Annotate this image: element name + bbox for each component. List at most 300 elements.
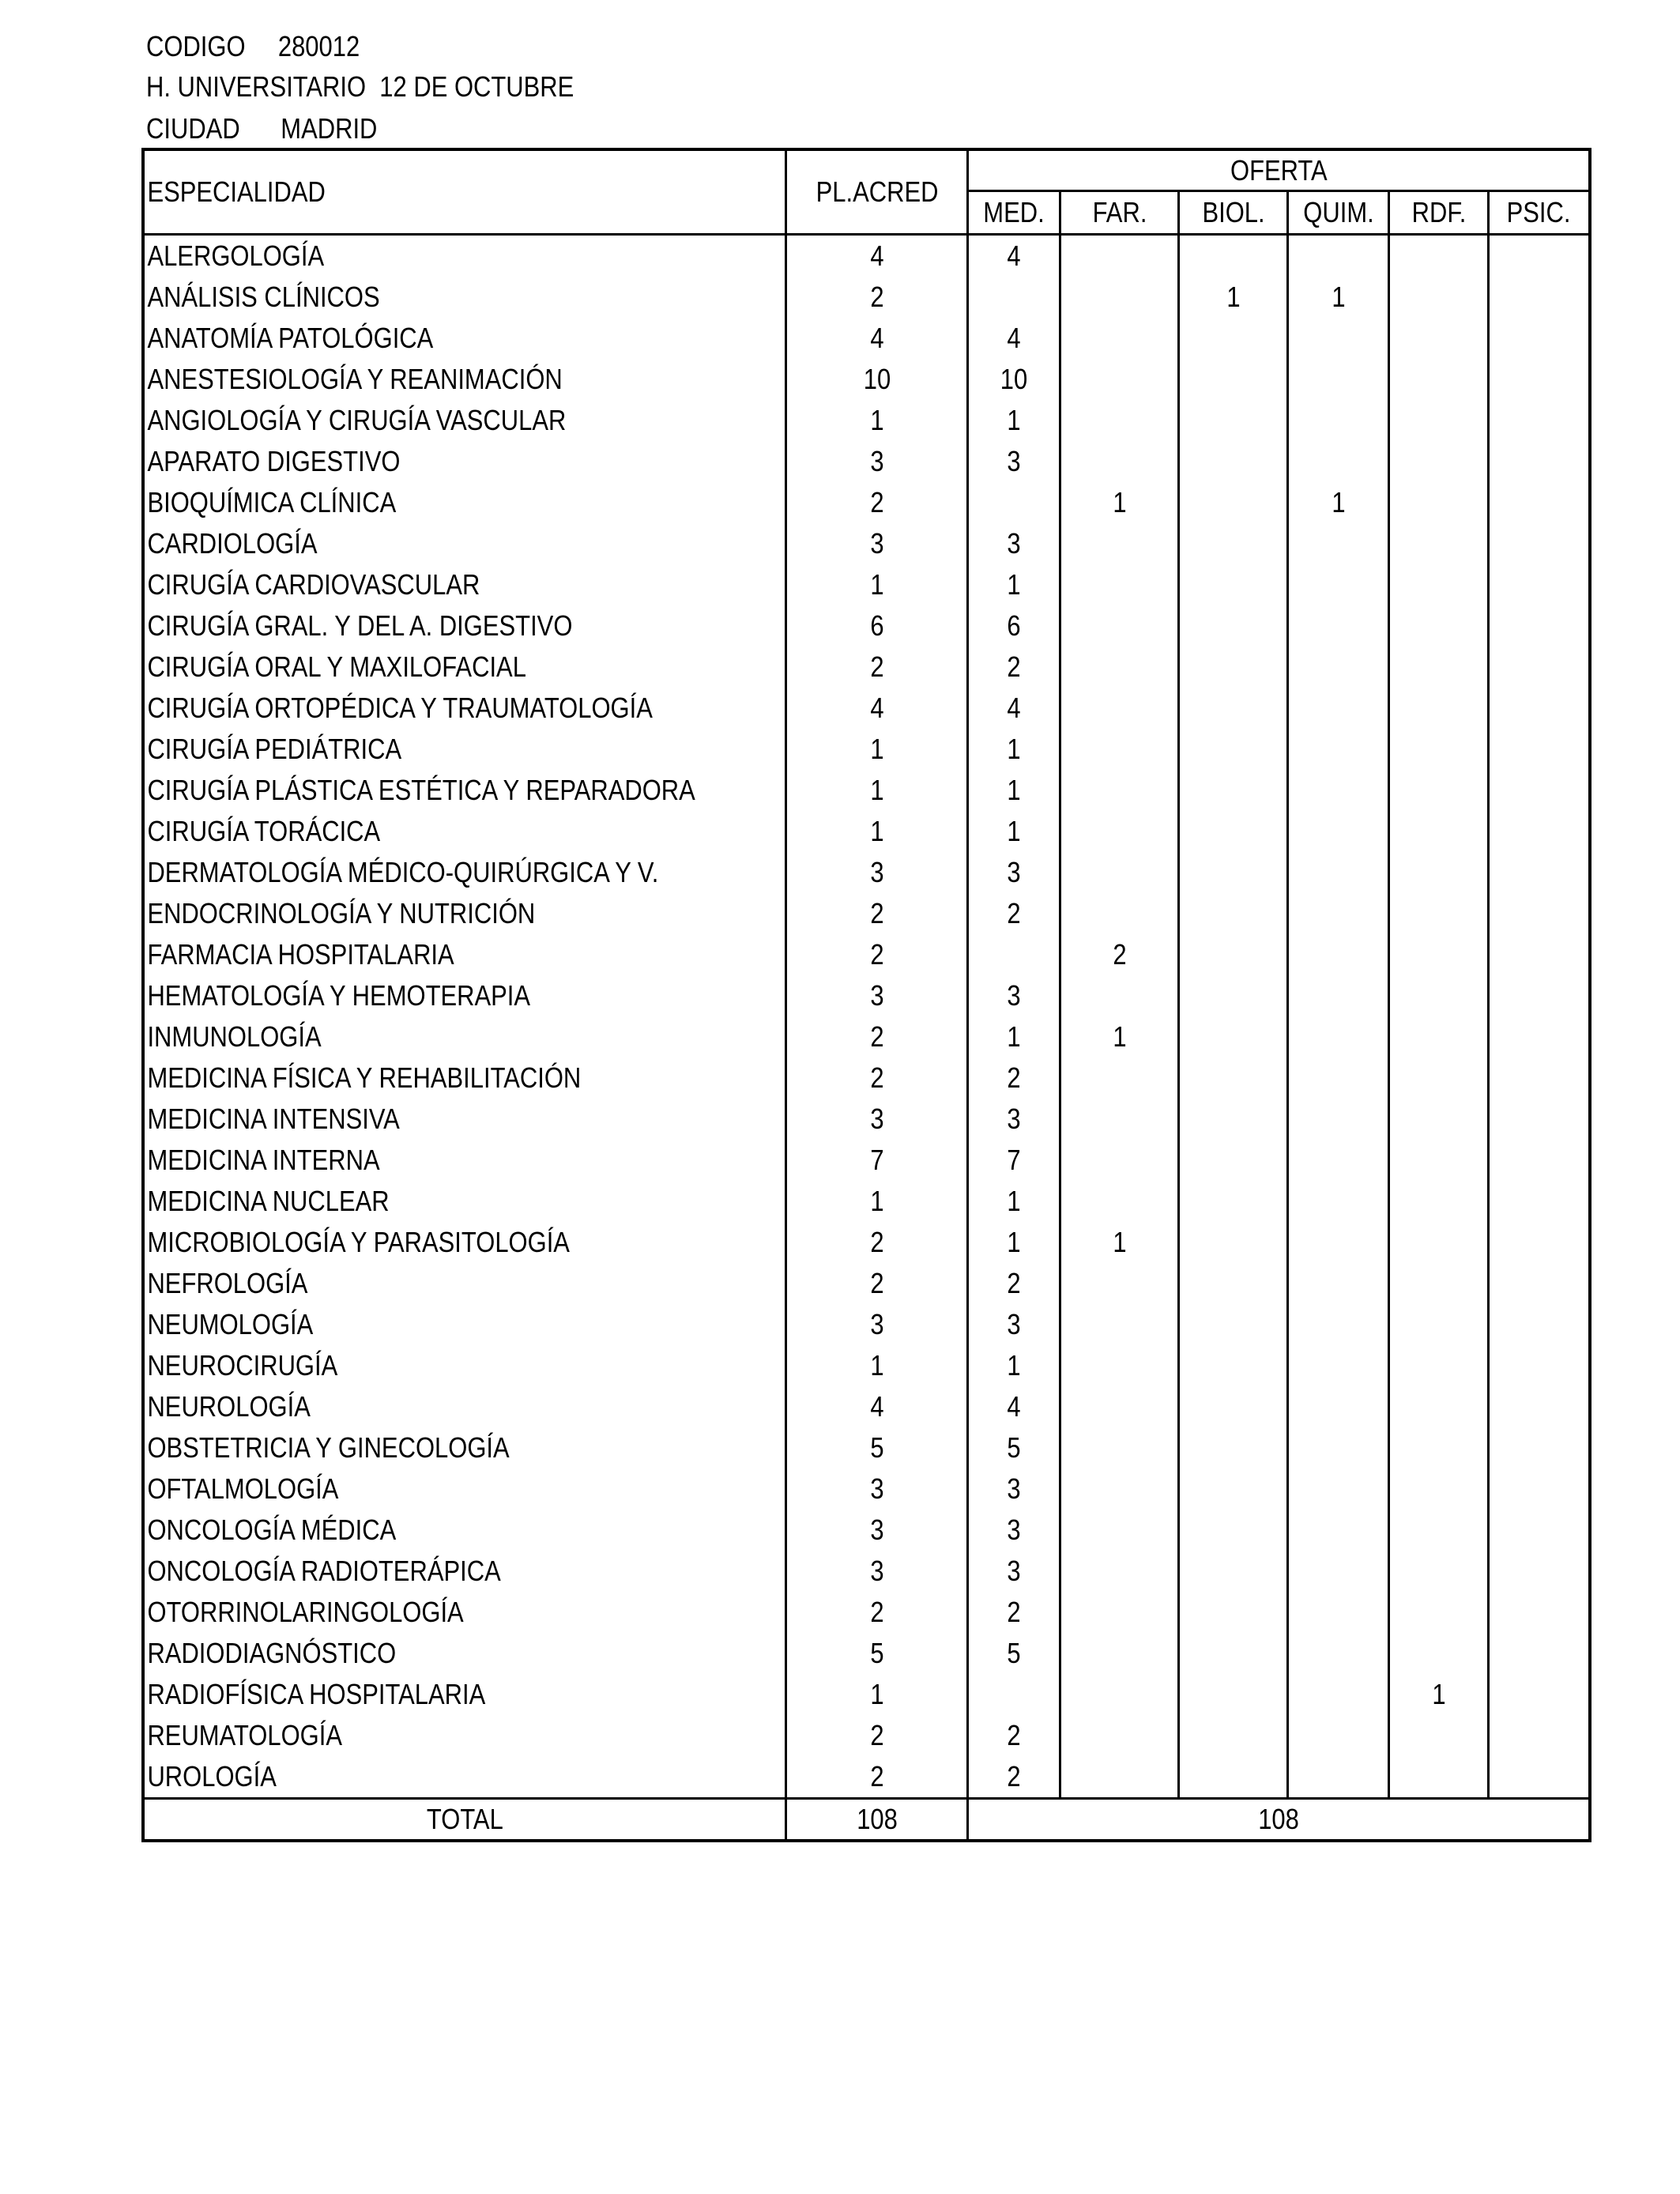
quim-cell — [1288, 1674, 1389, 1715]
biol-cell — [1179, 564, 1288, 605]
ciudad-value: MADRID — [281, 112, 378, 145]
rdf-cell — [1389, 1468, 1489, 1510]
quim-cell — [1288, 235, 1389, 277]
med-cell: 4 — [968, 235, 1060, 277]
psic-cell — [1489, 1345, 1590, 1386]
quim-cell — [1288, 1427, 1389, 1468]
especialidad-cell: CIRUGÍA ORAL Y MAXILOFACIAL — [143, 647, 786, 688]
header-med: MED. — [968, 191, 1060, 235]
biol-cell — [1179, 1016, 1288, 1057]
quim-cell — [1288, 1304, 1389, 1345]
table-row — [143, 359, 1590, 400]
quim-cell: 1 — [1288, 482, 1389, 523]
table-row — [143, 564, 1590, 605]
placred-cell: 10 — [786, 359, 968, 400]
far-cell — [1060, 277, 1179, 318]
table-row — [143, 1304, 1590, 1345]
quim-cell — [1288, 605, 1389, 647]
placred-cell: 2 — [786, 277, 968, 318]
plazas-table — [141, 148, 1591, 1842]
psic-cell — [1489, 605, 1590, 647]
especialidad-cell: ENDOCRINOLOGÍA Y NUTRICIÓN — [143, 893, 786, 934]
med-cell: 3 — [968, 975, 1060, 1016]
rdf-cell — [1389, 688, 1489, 729]
placred-cell: 1 — [786, 811, 968, 852]
rdf-cell — [1389, 647, 1489, 688]
quim-cell: 1 — [1288, 277, 1389, 318]
placred-cell: 4 — [786, 235, 968, 277]
psic-cell — [1489, 277, 1590, 318]
especialidad-cell: REUMATOLOGÍA — [143, 1715, 786, 1756]
med-cell: 7 — [968, 1140, 1060, 1181]
table-body — [143, 235, 1590, 1799]
far-cell — [1060, 1099, 1179, 1140]
rdf-cell — [1389, 359, 1489, 400]
especialidad-cell: MICROBIOLOGÍA Y PARASITOLOGÍA — [143, 1222, 786, 1263]
psic-cell — [1489, 852, 1590, 893]
far-cell — [1060, 235, 1179, 277]
especialidad-cell: ALERGOLOGÍA — [143, 235, 786, 277]
rdf-cell — [1389, 318, 1489, 359]
far-cell — [1060, 1468, 1179, 1510]
med-cell: 1 — [968, 400, 1060, 441]
med-cell: 2 — [968, 1592, 1060, 1633]
quim-cell — [1288, 770, 1389, 811]
med-cell: 10 — [968, 359, 1060, 400]
rdf-cell — [1389, 1140, 1489, 1181]
quim-cell — [1288, 1510, 1389, 1551]
especialidad-cell: FARMACIA HOSPITALARIA — [143, 934, 786, 975]
biol-cell: 1 — [1179, 277, 1288, 318]
med-cell: 4 — [968, 1386, 1060, 1427]
biol-cell — [1179, 647, 1288, 688]
total-oferta: 108 — [968, 1799, 1590, 1842]
far-cell — [1060, 893, 1179, 934]
far-cell — [1060, 688, 1179, 729]
especialidad-cell: NEUMOLOGÍA — [143, 1304, 786, 1345]
med-cell — [968, 934, 1060, 975]
rdf-cell: 1 — [1389, 1674, 1489, 1715]
biol-cell — [1179, 1551, 1288, 1592]
psic-cell — [1489, 1016, 1590, 1057]
quim-cell — [1288, 1016, 1389, 1057]
placred-cell: 4 — [786, 318, 968, 359]
total-placred: 108 — [786, 1799, 968, 1842]
rdf-cell — [1389, 729, 1489, 770]
table-row — [143, 1633, 1590, 1674]
med-cell: 2 — [968, 1057, 1060, 1099]
quim-cell — [1288, 564, 1389, 605]
rdf-cell — [1389, 1510, 1489, 1551]
psic-cell — [1489, 1386, 1590, 1427]
rdf-cell — [1389, 441, 1489, 482]
med-cell: 1 — [968, 1222, 1060, 1263]
especialidad-cell: CIRUGÍA PLÁSTICA ESTÉTICA Y REPARADORA — [143, 770, 786, 811]
psic-cell — [1489, 441, 1590, 482]
quim-cell — [1288, 1386, 1389, 1427]
far-cell — [1060, 523, 1179, 564]
far-cell — [1060, 1057, 1179, 1099]
psic-cell — [1489, 1222, 1590, 1263]
placred-cell: 2 — [786, 1222, 968, 1263]
med-cell: 2 — [968, 1263, 1060, 1304]
especialidad-cell: CIRUGÍA ORTOPÉDICA Y TRAUMATOLOGÍA — [143, 688, 786, 729]
far-cell — [1060, 852, 1179, 893]
placred-cell: 5 — [786, 1427, 968, 1468]
quim-cell — [1288, 1592, 1389, 1633]
placred-cell: 3 — [786, 1468, 968, 1510]
biol-cell — [1179, 1468, 1288, 1510]
table-row — [143, 1140, 1590, 1181]
table-row — [143, 893, 1590, 934]
med-cell: 3 — [968, 1510, 1060, 1551]
far-cell — [1060, 359, 1179, 400]
far-cell — [1060, 564, 1179, 605]
especialidad-cell: NEUROLOGÍA — [143, 1386, 786, 1427]
med-cell: 3 — [968, 1099, 1060, 1140]
header-psic: PSIC. — [1489, 191, 1590, 235]
especialidad-cell: RADIODIAGNÓSTICO — [143, 1633, 786, 1674]
biol-cell — [1179, 729, 1288, 770]
psic-cell — [1489, 1674, 1590, 1715]
especialidad-cell: OTORRINOLARINGOLOGÍA — [143, 1592, 786, 1633]
quim-cell — [1288, 1181, 1389, 1222]
table-row — [143, 1674, 1590, 1715]
biol-cell — [1179, 770, 1288, 811]
table-row — [143, 1222, 1590, 1263]
psic-cell — [1489, 400, 1590, 441]
far-cell — [1060, 1140, 1179, 1181]
table-row — [143, 1345, 1590, 1386]
table-row — [143, 1756, 1590, 1799]
quim-cell — [1288, 811, 1389, 852]
especialidad-cell: RADIOFÍSICA HOSPITALARIA — [143, 1674, 786, 1715]
psic-cell — [1489, 1140, 1590, 1181]
especialidad-cell: MEDICINA INTENSIVA — [143, 1099, 786, 1140]
biol-cell — [1179, 893, 1288, 934]
rdf-cell — [1389, 482, 1489, 523]
placred-cell: 2 — [786, 1016, 968, 1057]
psic-cell — [1489, 482, 1590, 523]
table-row — [143, 934, 1590, 975]
psic-cell — [1489, 318, 1590, 359]
psic-cell — [1489, 1181, 1590, 1222]
table-row — [143, 975, 1590, 1016]
far-cell — [1060, 1592, 1179, 1633]
quim-cell — [1288, 975, 1389, 1016]
quim-cell — [1288, 523, 1389, 564]
header-far: FAR. — [1060, 191, 1179, 235]
psic-cell — [1489, 1468, 1590, 1510]
rdf-cell — [1389, 1222, 1489, 1263]
especialidad-cell: CARDIOLOGÍA — [143, 523, 786, 564]
psic-cell — [1489, 1551, 1590, 1592]
total-label: TOTAL — [143, 1799, 786, 1842]
psic-cell — [1489, 975, 1590, 1016]
rdf-cell — [1389, 1057, 1489, 1099]
quim-cell — [1288, 1140, 1389, 1181]
far-cell — [1060, 1386, 1179, 1427]
psic-cell — [1489, 688, 1590, 729]
rdf-cell — [1389, 975, 1489, 1016]
header-biol: BIOL. — [1179, 191, 1288, 235]
biol-cell — [1179, 852, 1288, 893]
total-row — [143, 1799, 1590, 1842]
med-cell — [968, 1674, 1060, 1715]
especialidad-cell: ANGIOLOGÍA Y CIRUGÍA VASCULAR — [143, 400, 786, 441]
psic-cell — [1489, 1304, 1590, 1345]
rdf-cell — [1389, 934, 1489, 975]
placred-cell: 1 — [786, 1345, 968, 1386]
biol-cell — [1179, 318, 1288, 359]
placred-cell: 3 — [786, 441, 968, 482]
especialidad-cell: NEFROLOGÍA — [143, 1263, 786, 1304]
placred-cell: 1 — [786, 400, 968, 441]
far-cell: 1 — [1060, 1016, 1179, 1057]
biol-cell — [1179, 1715, 1288, 1756]
far-cell — [1060, 1633, 1179, 1674]
far-cell — [1060, 1674, 1179, 1715]
table-row — [143, 1263, 1590, 1304]
quim-cell — [1288, 1468, 1389, 1510]
biol-cell — [1179, 523, 1288, 564]
table-row — [143, 647, 1590, 688]
biol-cell — [1179, 482, 1288, 523]
med-cell: 1 — [968, 729, 1060, 770]
especialidad-cell: DERMATOLOGÍA MÉDICO-QUIRÚRGICA Y V. — [143, 852, 786, 893]
especialidad-cell: BIOQUÍMICA CLÍNICA — [143, 482, 786, 523]
especialidad-cell: MEDICINA FÍSICA Y REHABILITACIÓN — [143, 1057, 786, 1099]
table-row — [143, 1016, 1590, 1057]
biol-cell — [1179, 934, 1288, 975]
far-cell — [1060, 605, 1179, 647]
med-cell: 1 — [968, 811, 1060, 852]
biol-cell — [1179, 811, 1288, 852]
far-cell — [1060, 811, 1179, 852]
med-cell: 3 — [968, 1551, 1060, 1592]
placred-cell: 2 — [786, 647, 968, 688]
far-cell — [1060, 400, 1179, 441]
far-cell: 2 — [1060, 934, 1179, 975]
table-row — [143, 1181, 1590, 1222]
biol-cell — [1179, 1222, 1288, 1263]
far-cell — [1060, 1181, 1179, 1222]
far-cell — [1060, 1263, 1179, 1304]
table-row — [143, 729, 1590, 770]
quim-cell — [1288, 893, 1389, 934]
table-row — [143, 1592, 1590, 1633]
especialidad-cell: HEMATOLOGÍA Y HEMOTERAPIA — [143, 975, 786, 1016]
especialidad-cell: MEDICINA NUCLEAR — [143, 1181, 786, 1222]
rdf-cell — [1389, 1756, 1489, 1799]
far-cell: 1 — [1060, 482, 1179, 523]
biol-cell — [1179, 1057, 1288, 1099]
med-cell: 1 — [968, 1181, 1060, 1222]
table-row — [143, 523, 1590, 564]
placred-cell: 2 — [786, 1756, 968, 1799]
psic-cell — [1489, 934, 1590, 975]
header-especialidad: ESPECIALIDAD — [143, 149, 786, 235]
especialidad-cell: INMUNOLOGÍA — [143, 1016, 786, 1057]
table-row — [143, 1551, 1590, 1592]
far-cell — [1060, 1756, 1179, 1799]
rdf-cell — [1389, 1592, 1489, 1633]
especialidad-cell: MEDICINA INTERNA — [143, 1140, 786, 1181]
placred-cell: 3 — [786, 975, 968, 1016]
placred-cell: 4 — [786, 688, 968, 729]
biol-cell — [1179, 1756, 1288, 1799]
header-rdf: RDF. — [1389, 191, 1489, 235]
far-cell — [1060, 441, 1179, 482]
biol-cell — [1179, 1633, 1288, 1674]
biol-cell — [1179, 235, 1288, 277]
table-row — [143, 811, 1590, 852]
med-cell: 3 — [968, 1468, 1060, 1510]
rdf-cell — [1389, 1633, 1489, 1674]
psic-cell — [1489, 1057, 1590, 1099]
rdf-cell — [1389, 523, 1489, 564]
quim-cell — [1288, 934, 1389, 975]
far-cell — [1060, 647, 1179, 688]
especialidad-cell: CIRUGÍA TORÁCICA — [143, 811, 786, 852]
quim-cell — [1288, 688, 1389, 729]
especialidad-cell: OBSTETRICIA Y GINECOLOGÍA — [143, 1427, 786, 1468]
placred-cell: 1 — [786, 770, 968, 811]
quim-cell — [1288, 1263, 1389, 1304]
psic-cell — [1489, 1715, 1590, 1756]
biol-cell — [1179, 1510, 1288, 1551]
biol-cell — [1179, 1345, 1288, 1386]
med-cell: 1 — [968, 564, 1060, 605]
especialidad-cell: ANATOMÍA PATOLÓGICA — [143, 318, 786, 359]
quim-cell — [1288, 729, 1389, 770]
psic-cell — [1489, 811, 1590, 852]
med-cell: 2 — [968, 647, 1060, 688]
placred-cell: 5 — [786, 1633, 968, 1674]
biol-cell — [1179, 1674, 1288, 1715]
biol-cell — [1179, 1427, 1288, 1468]
med-cell: 3 — [968, 523, 1060, 564]
quim-cell — [1288, 400, 1389, 441]
med-cell: 4 — [968, 318, 1060, 359]
med-cell: 5 — [968, 1633, 1060, 1674]
table-row — [143, 770, 1590, 811]
biol-cell — [1179, 1099, 1288, 1140]
biol-cell — [1179, 400, 1288, 441]
med-cell: 5 — [968, 1427, 1060, 1468]
med-cell: 1 — [968, 770, 1060, 811]
table-row — [143, 277, 1590, 318]
psic-cell — [1489, 1263, 1590, 1304]
header-oferta: OFERTA — [968, 149, 1590, 191]
especialidad-cell: ONCOLOGÍA RADIOTERÁPICA — [143, 1551, 786, 1592]
far-cell — [1060, 729, 1179, 770]
med-cell: 6 — [968, 605, 1060, 647]
psic-cell — [1489, 893, 1590, 934]
especialidad-cell: OFTALMOLOGÍA — [143, 1468, 786, 1510]
far-cell — [1060, 1510, 1179, 1551]
rdf-cell — [1389, 235, 1489, 277]
especialidad-cell: NEUROCIRUGÍA — [143, 1345, 786, 1386]
quim-cell — [1288, 1222, 1389, 1263]
psic-cell — [1489, 1427, 1590, 1468]
far-cell — [1060, 770, 1179, 811]
rdf-cell — [1389, 1304, 1489, 1345]
table-row — [143, 1510, 1590, 1551]
placred-cell: 2 — [786, 1592, 968, 1633]
table-row — [143, 1427, 1590, 1468]
psic-cell — [1489, 647, 1590, 688]
placred-cell: 3 — [786, 523, 968, 564]
med-cell: 2 — [968, 1756, 1060, 1799]
psic-cell — [1489, 523, 1590, 564]
psic-cell — [1489, 359, 1590, 400]
med-cell: 1 — [968, 1016, 1060, 1057]
biol-cell — [1179, 688, 1288, 729]
table-row — [143, 1099, 1590, 1140]
placred-cell: 3 — [786, 1304, 968, 1345]
med-cell: 3 — [968, 852, 1060, 893]
especialidad-cell: CIRUGÍA GRAL. Y DEL A. DIGESTIVO — [143, 605, 786, 647]
psic-cell — [1489, 1592, 1590, 1633]
codigo-line — [146, 30, 360, 63]
med-cell — [968, 482, 1060, 523]
quim-cell — [1288, 1633, 1389, 1674]
placred-cell: 2 — [786, 1057, 968, 1099]
quim-cell — [1288, 1551, 1389, 1592]
med-cell — [968, 277, 1060, 318]
header-placred: PL.ACRED — [786, 149, 968, 235]
table-row — [143, 1386, 1590, 1427]
psic-cell — [1489, 729, 1590, 770]
quim-cell — [1288, 1756, 1389, 1799]
rdf-cell — [1389, 1099, 1489, 1140]
table-row — [143, 688, 1590, 729]
biol-cell — [1179, 1386, 1288, 1427]
header-quim: QUIM. — [1288, 191, 1389, 235]
placred-cell: 2 — [786, 1263, 968, 1304]
especialidad-cell: ONCOLOGÍA MÉDICA — [143, 1510, 786, 1551]
far-cell — [1060, 318, 1179, 359]
psic-cell — [1489, 564, 1590, 605]
biol-cell — [1179, 1304, 1288, 1345]
biol-cell — [1179, 975, 1288, 1016]
psic-cell — [1489, 1510, 1590, 1551]
far-cell — [1060, 1345, 1179, 1386]
rdf-cell — [1389, 1386, 1489, 1427]
psic-cell — [1489, 770, 1590, 811]
placred-cell: 2 — [786, 1715, 968, 1756]
ciudad-line — [146, 112, 377, 145]
biol-cell — [1179, 359, 1288, 400]
biol-cell — [1179, 1181, 1288, 1222]
rdf-cell — [1389, 1016, 1489, 1057]
rdf-cell — [1389, 1181, 1489, 1222]
ciudad-label: CIUDAD — [146, 112, 240, 145]
table-row — [143, 441, 1590, 482]
med-cell: 3 — [968, 441, 1060, 482]
rdf-cell — [1389, 893, 1489, 934]
quim-cell — [1288, 1345, 1389, 1386]
placred-cell: 1 — [786, 1181, 968, 1222]
biol-cell — [1179, 1263, 1288, 1304]
psic-cell — [1489, 235, 1590, 277]
table-row — [143, 1057, 1590, 1099]
biol-cell — [1179, 605, 1288, 647]
rdf-cell — [1389, 400, 1489, 441]
quim-cell — [1288, 1057, 1389, 1099]
especialidad-cell: APARATO DIGESTIVO — [143, 441, 786, 482]
